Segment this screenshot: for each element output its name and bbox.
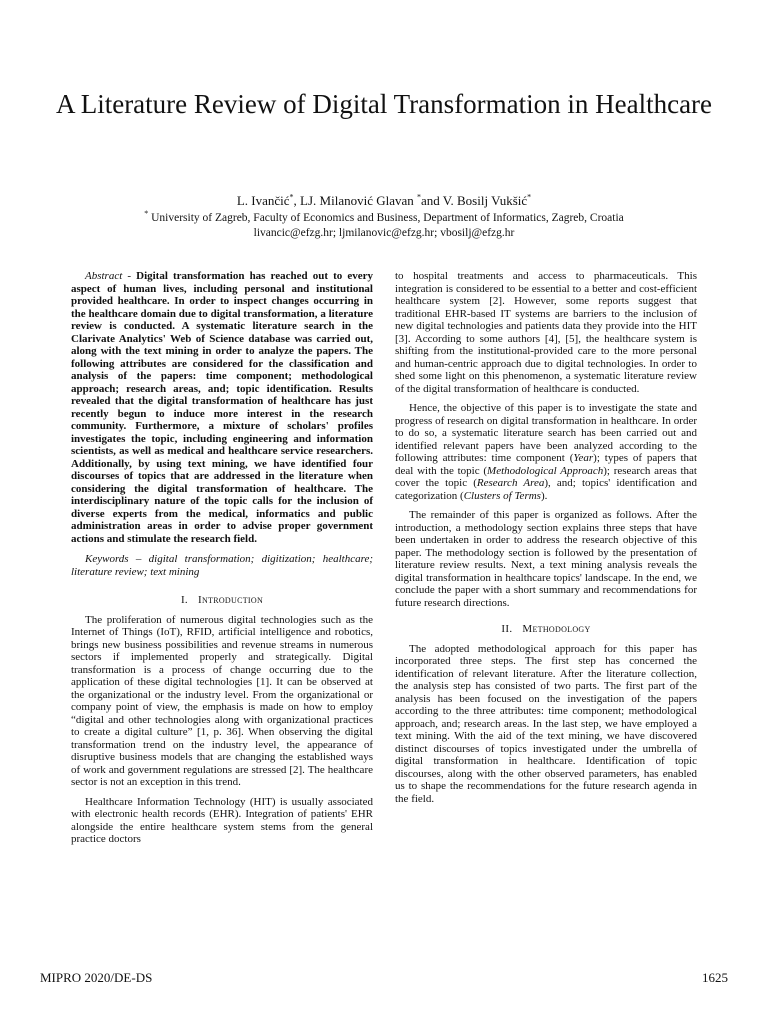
keywords-label: Keywords [85, 553, 129, 565]
section-title: Introduction [197, 594, 264, 606]
abstract-separator: - [122, 270, 137, 282]
text-span: ); types of papers that deal with the topic ( [395, 452, 697, 477]
term-research-area: Research Area [476, 477, 545, 489]
paragraph-objective [395, 402, 697, 502]
abstract [71, 270, 373, 545]
text-span: Hence, the objective of this paper is to investigate the state and progress of research on digital transformation in healthcare. In order to do so, a systematic literature search has been carried out and identified relevant papers have been analyzed according to the following attributes: time component ( [395, 402, 697, 464]
author-3: and V. Bosilj Vukšić [421, 193, 528, 208]
text-span: ), and; topics' identification and categorization ( [395, 477, 698, 502]
paper-title: A Literature Review of Digital Transformation in Healthcare [55, 89, 713, 119]
keywords [71, 553, 373, 578]
section-title: Methodology [522, 623, 591, 635]
term-clusters-of-terms: Clusters of Terms [463, 489, 541, 502]
abstract-label: Abstract [85, 270, 123, 282]
paragraph-continued: to hospital treatments and access to pharmaceuticals. This integration is considered to be essential to a better and cost-efficient healthcare system [2]. However, some reports suggest that traditional EHR-based IT systems are barriers to the inclusion of new digital technologies and patients data they provide into the HIT [3]. According to some authors [4], [5], the healthcare system is shifting from the institutional-provided care to the more personal and human-centric approach due to digital technologies. In order to shed some light on this phenomenon, a systematic literature review of the digital transformation of healthcare is conducted. [395, 270, 697, 395]
paragraph: The remainder of this paper is organized as follows. After the introduction, a methodology section explains three steps that have been undertaken in order to address the research objective of this paper. The methodology section is followed by the presentation of literature review results. Next, a text mining analysis reveals the digital transformation in healthcare topics' landscape. In the end, we conclude the paper with a short summary and recommendations for future research directions. [395, 509, 697, 609]
paragraph: The adopted methodological approach for this paper has incorporated three steps. The first step has concerned the identification of relevant literature. After the literature collection, the analysis step has consisted of two parts. The first part of the analysis has been focused on the investigation of the papers according to the three attributes: time component; methodological approach, and; research areas. In the last step, we have employed a text mining. With the aid of the text mining, we have discovered distinct discourses of topics investigated under the umbrella of digital transformation in healthcare. Identification of topic discourses, along with the other observed parameters, has enabled us to shape the recommendations for the future research agenda in the field. [395, 642, 697, 805]
term-year: Year [573, 452, 594, 464]
affiliation [40, 211, 728, 226]
affiliation-mark: * [144, 209, 149, 219]
author-1: L. Ivančić [236, 193, 290, 208]
affiliation-mark: * [417, 192, 422, 202]
abstract-text: Digital transformation has reached out to every aspect of human lives, including personal and institutional provided healthcare. In order to inspect changes occurring in the healthcare domain due to digital transformation, a literature review is conducted. A systematic literature search in the Clarivate Analytics' Web of Science database was carried out, along with the text mining in order to analyze the papers. The following attributes are considered for the classification and analysis of the papers: time component; methodological approach; research areas, and; topic identification. Results revealed that the digital transformation of healthcare has just recently begun to induce more interest in the research community. Furthermore, a mixture of scholars' profiles investigates the topic, including engineering and information scientists, as well as medical and healthcare service researchers. Additionally, by using text mining, we have identified four discourses of topics that are addressed in the literature when considering the digital transformation of healthcare. The interdisciplinary nature of the topic calls for the inclusion of diverse experts from the medical, informatics and public administration areas in order to advise proper government actions and stimulate the research field. [71, 270, 373, 545]
section-number: I. [180, 594, 188, 606]
author-emails: livancic@efzg.hr; ljmilanovic@efzg.hr; vbosilj@efzg.hr [253, 227, 515, 239]
affiliation-mark: * [527, 192, 532, 202]
affiliation-mark: * [289, 192, 294, 202]
footer-page-number: 1625 [702, 970, 728, 985]
section-heading-methodology [395, 623, 697, 636]
text-span: ). [540, 489, 548, 502]
author-2: , LJ. Milanović Glavan [293, 193, 418, 208]
paragraph: The proliferation of numerous digital technologies such as the Internet of Things (IoT), RFID, artificial intelligence and robotics, brings new business possibilities and revenue streams in numerous sectors if implemented properly and strategically. Digital transformation is a process of change occurring due to the application of these digital technologies [1]. It can be observed at the organizational or the industry level. From the organizational or company point of view, the emphasis is made on how to employ “digital and other technologies along with organizational practices to create a digital culture” [1, p. 36]. When observing the digital transformation trend on the industry level, the appearance of disruptive business models that are changing the established ways of work and government regulations are stressed [2]. The healthcare sector is not an exception in this trend. [71, 613, 373, 788]
footer-conference: MIPRO 2020/DE-DS [40, 970, 153, 985]
paragraph: Healthcare Information Technology (HIT) is usually associated with electronic health records (EHR). Integration of patients' EHR alongside the entire healthcare system stems from the general practice doctors [71, 795, 373, 845]
text-span: ); research areas that cover the topic ( [395, 464, 697, 489]
term-methodological-approach: Methodological Approach [487, 464, 604, 477]
affiliation-text: University of Zagreb, Faculty of Economics and Business, Department of Informatics, Zagreb, Croatia [151, 212, 624, 224]
author-list [40, 193, 728, 209]
keywords-text: – digital transformation; digitization; healthcare; literature review; text mining [71, 553, 373, 578]
right-column [395, 270, 697, 812]
left-column [71, 270, 373, 853]
section-heading-introduction [71, 594, 373, 607]
section-number: II. [501, 623, 513, 635]
